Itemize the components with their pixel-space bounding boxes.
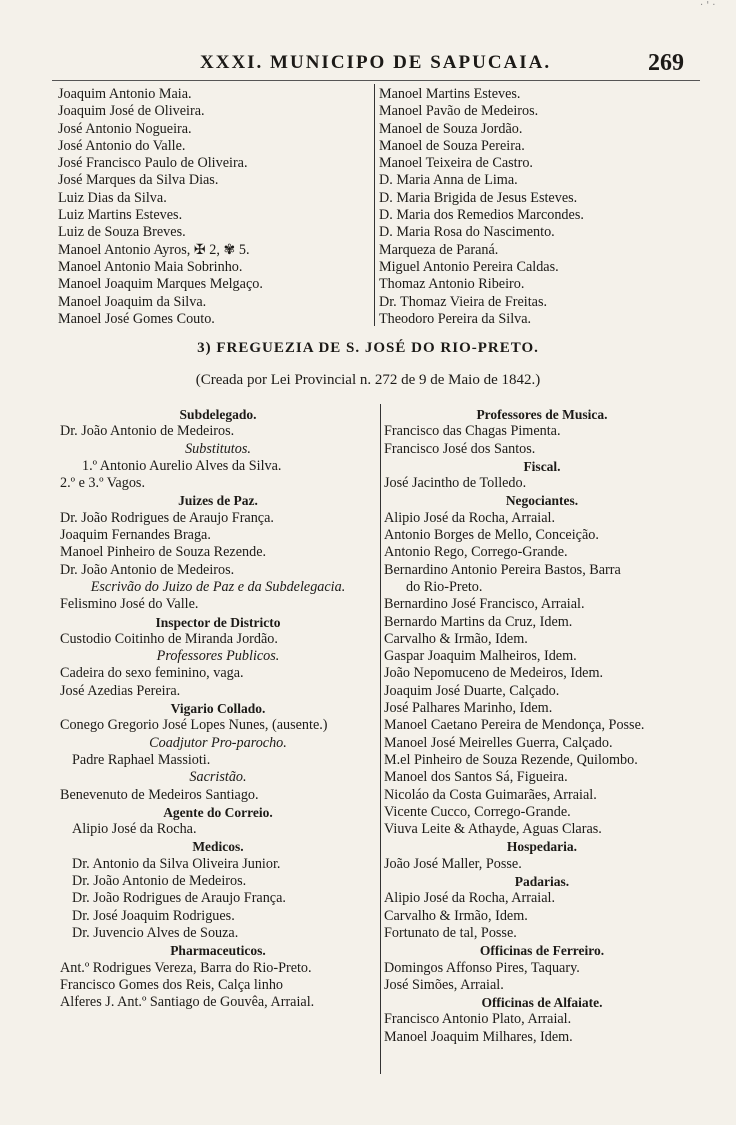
name-entry: Marqueza de Paraná.	[379, 241, 499, 258]
category-heading: Medicos.	[192, 839, 244, 855]
entry-line: Bernardino José Francisco, Arraial.	[384, 596, 585, 613]
category-heading: Padarias.	[514, 874, 570, 890]
entry-line: Manoel Joaquim Milhares, Idem.	[384, 1028, 573, 1045]
name-entry: Luiz Dias da Silva.	[58, 189, 167, 206]
entry-line: Dr. João Antonio de Medeiros.	[72, 873, 247, 890]
name-entry: Manoel Joaquim Marques Melgaço.	[58, 276, 263, 293]
entry-line: Joaquim Fernandes Braga.	[60, 527, 211, 544]
entry-line: Francisco José dos Santos.	[384, 440, 536, 457]
entry-line: Manoel Pinheiro de Souza Rezende.	[60, 544, 267, 561]
section-title: 3) FREGUEZIA DE S. JOSÉ DO RIO-PRETO.	[197, 340, 539, 356]
top-left-list	[58, 86, 370, 328]
name-entry: Manoel Antonio Maia Sobrinho.	[58, 258, 243, 275]
entry-line: Alipio José da Rocha.	[72, 821, 197, 838]
entry-line: Domingos Affonso Pires, Taquary.	[384, 959, 580, 976]
entry-line: Manoel dos Santos Sá, Figueira.	[384, 769, 568, 786]
entry-line: Manoel Caetano Pereira de Mendonça, Posse.	[384, 717, 645, 734]
category-heading: Juizes de Paz.	[178, 493, 258, 509]
name-entry: José Antonio Nogueira.	[58, 120, 192, 137]
entry-line: Alipio José da Rocha, Arraial.	[384, 509, 555, 526]
name-entry: Dr. Thomaz Vieira de Freitas.	[379, 293, 548, 310]
entry-line: João José Maller, Posse.	[384, 855, 522, 872]
entry-line: Nicoláo da Costa Guimarães, Arraial.	[384, 786, 597, 803]
entry-line: 2.º e 3.º Vagos.	[60, 475, 145, 492]
entry-line: do Rio-Preto.	[406, 578, 483, 595]
entry-line: José Palhares Marinho, Idem.	[384, 700, 553, 717]
entry-line: Dr. José Joaquim Rodrigues.	[72, 907, 235, 924]
entry-line: Francisco das Chagas Pimenta.	[384, 423, 561, 440]
name-entry: D. Maria Brigida de Jesus Esteves.	[379, 189, 578, 206]
right-column	[384, 406, 700, 1046]
name-entry: D. Maria dos Remedios Marcondes.	[379, 207, 584, 224]
name-entry: Manoel José Gomes Couto.	[58, 310, 215, 327]
name-entry: D. Maria Anna de Lima.	[379, 172, 518, 189]
subheading-italic: Substitutos.	[185, 440, 251, 457]
entry-line: José Jacintho de Tolledo.	[384, 475, 527, 492]
entry-line: Conego Gregorio José Lopes Nunes, (ausente.)	[60, 717, 328, 734]
name-entry: Manoel de Souza Jordão.	[379, 120, 523, 137]
name-entry: Luiz Martins Esteves.	[58, 207, 183, 224]
name-entry: Joaquim José de Oliveira.	[58, 103, 205, 120]
name-entry: Manoel Teixeira de Castro.	[379, 155, 533, 172]
entry-line: Cadeira do sexo feminino, vaga.	[60, 665, 244, 682]
entry-line: Carvalho & Irmão, Idem.	[384, 907, 528, 924]
entry-line: Francisco Antonio Plato, Arraial.	[384, 1011, 572, 1028]
entry-line: Fortunato de tal, Posse.	[384, 924, 517, 941]
name-entry: Manoel Pavão de Medeiros.	[379, 103, 539, 120]
name-entry: José Francisco Paulo de Oliveira.	[58, 155, 248, 172]
category-heading: Inspector de Districto	[155, 614, 281, 630]
entry-line: Benevenuto de Medeiros Santiago.	[60, 786, 259, 803]
bottom-column-divider	[380, 404, 381, 1074]
category-heading: Professores de Musica.	[476, 407, 608, 422]
entry-line: Antonio Borges de Mello, Conceição.	[384, 527, 599, 544]
entry-line: Gaspar Joaquim Malheiros, Idem.	[384, 648, 577, 665]
entry-line: Dr. João Antonio de Medeiros.	[60, 561, 235, 578]
category-heading: Vigario Collado.	[170, 701, 266, 717]
margin-marks: · ' ·	[700, 0, 716, 11]
entry-line: Bernardino Antonio Pereira Bastos, Barra	[384, 561, 621, 578]
entry-line: Padre Raphael Massioti.	[72, 751, 211, 768]
name-entry: Thomaz Antonio Ribeiro.	[379, 276, 525, 293]
entry-line: Manoel José Meirelles Guerra, Calçado.	[384, 734, 613, 751]
header-rule	[52, 80, 700, 81]
name-entry: Manoel Antonio Ayros, ✠ 2, ✾ 5.	[58, 241, 250, 258]
entry-line: Carvalho & Irmão, Idem.	[384, 630, 528, 647]
name-entry: Miguel Antonio Pereira Caldas.	[379, 258, 559, 275]
name-entry: D. Maria Rosa do Nascimento.	[379, 224, 555, 241]
name-entry: Manoel Martins Esteves.	[379, 86, 521, 102]
entry-line: Vicente Cucco, Corrego-Grande.	[384, 803, 571, 820]
page-header	[0, 48, 736, 78]
name-entry: José Marques da Silva Dias.	[58, 172, 219, 189]
entry-line: Bernardo Martins da Cruz, Idem.	[384, 613, 573, 630]
subheading-italic: Professores Publicos.	[156, 648, 280, 665]
name-entry: José Antonio do Valle.	[58, 137, 186, 154]
page-number: 269	[648, 50, 684, 76]
entry-line: Dr. João Rodrigues de Araujo França.	[72, 890, 286, 907]
category-heading: Hospedaria.	[506, 839, 578, 855]
top-right-list	[379, 86, 699, 328]
section-subtitle: (Creada por Lei Provincial n. 272 de 9 de Maio de 1842.)	[195, 372, 541, 388]
entry-line: Dr. João Rodrigues de Araujo França.	[60, 509, 274, 526]
subheading-italic: Sacristão.	[189, 769, 247, 786]
entry-line: 1.º Antonio Aurelio Alves da Silva.	[82, 457, 282, 474]
entry-line: Dr. Antonio da Silva Oliveira Junior.	[72, 855, 281, 872]
name-entry: Joaquim Antonio Maia.	[58, 86, 192, 102]
category-heading: Subdelegado.	[179, 407, 257, 422]
entry-line: Dr. João Antonio de Medeiros.	[60, 423, 235, 440]
entry-line: José Simões, Arraial.	[384, 976, 504, 993]
entry-line: Ant.º Rodrigues Vereza, Barra do Rio-Preto.	[60, 959, 312, 976]
entry-line: Francisco Gomes dos Reis, Calça linho	[60, 976, 284, 993]
running-title: XXXI. MUNICIPO DE SAPUCAIA.	[200, 52, 552, 73]
category-heading: Fiscal.	[523, 458, 561, 474]
entry-line: Viuva Leite & Athayde, Aguas Claras.	[384, 821, 602, 838]
category-heading: Agente do Correio.	[163, 804, 273, 820]
entry-line: Alferes J. Ant.º Santiago de Gouvêa, Arraial.	[60, 994, 315, 1011]
entry-line: João Nepomuceno de Medeiros, Idem.	[384, 665, 604, 682]
entry-line: Custodio Coitinho de Miranda Jordão.	[60, 630, 278, 647]
left-column	[60, 406, 376, 1011]
name-entry: Luiz de Souza Breves.	[58, 224, 186, 241]
entry-line: M.el Pinheiro de Souza Rezende, Quilombo.	[384, 751, 638, 768]
entry-line: Felismino José do Valle.	[60, 596, 199, 613]
category-heading: Pharmaceuticos.	[170, 943, 266, 959]
entry-line: Alipio José da Rocha, Arraial.	[384, 890, 555, 907]
subheading-italic: Coadjutor Pro-parocho.	[149, 734, 287, 751]
category-heading: Officinas de Ferreiro.	[479, 943, 605, 959]
subheading-italic: Escrivão do Juizo de Paz e da Subdelegacia.	[90, 578, 346, 595]
category-heading: Officinas de Alfaiate.	[481, 995, 603, 1011]
entry-line: Joaquim José Duarte, Calçado.	[384, 682, 560, 699]
entry-line: José Azedias Pereira.	[60, 682, 181, 699]
category-heading: Negociantes.	[505, 493, 579, 509]
entry-line: Antonio Rego, Corrego-Grande.	[384, 544, 568, 561]
name-entry: Manoel Joaquim da Silva.	[58, 293, 207, 310]
entry-line: Dr. Juvencio Alves de Souza.	[72, 924, 239, 941]
top-column-divider	[374, 84, 375, 326]
name-entry: Manoel de Souza Pereira.	[379, 137, 525, 154]
name-entry: Theodoro Pereira da Silva.	[379, 310, 532, 327]
